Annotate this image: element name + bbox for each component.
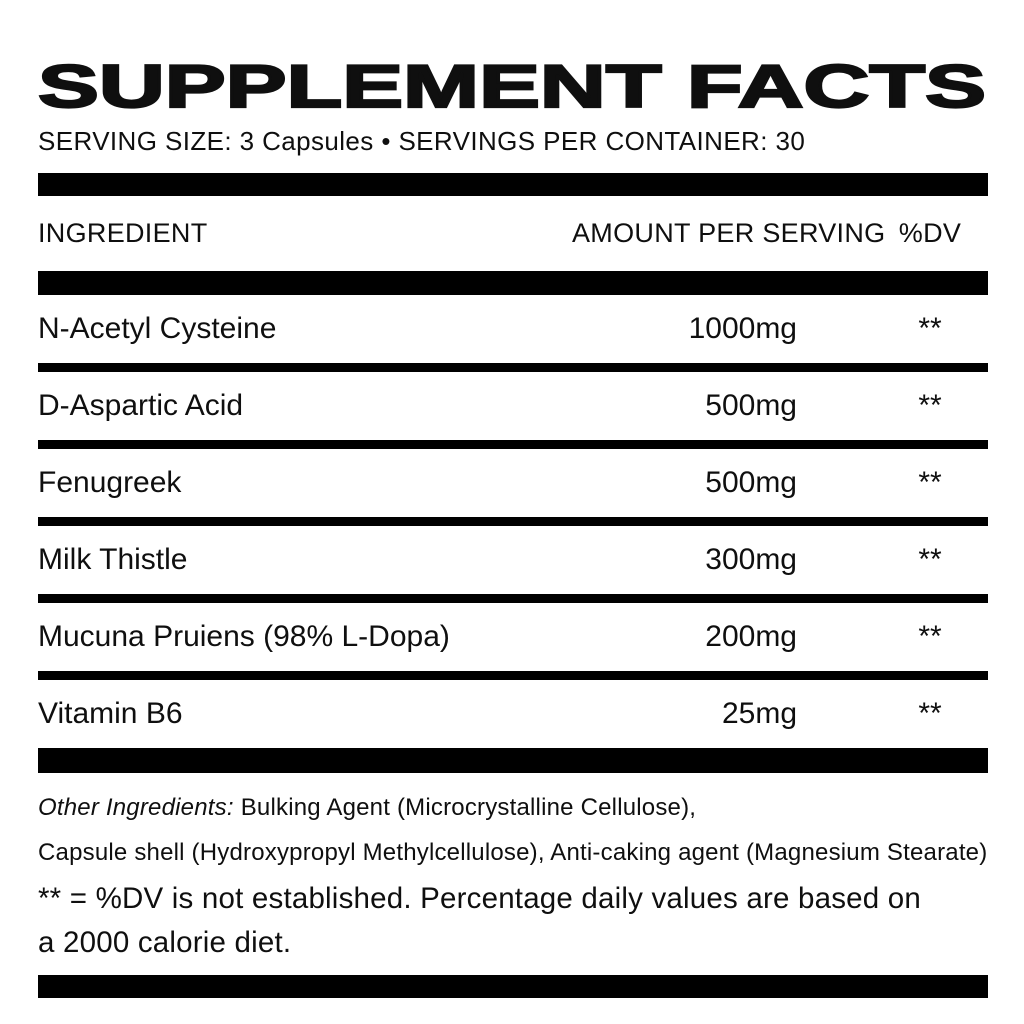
column-header-ingredient: INGREDIENT [38,218,208,248]
page-title: SUPPLEMENT FACTS [38,53,986,116]
dv-value: ** [918,312,942,345]
amount-value: 25mg [721,697,797,730]
other-ingredients-label: Other Ingredients: [38,794,234,821]
ingredient-name: Vitamin B6 [38,697,183,730]
table-header-row [38,196,988,271]
divider-bar [38,671,988,680]
divider-bar [38,594,988,603]
table-row [38,295,988,363]
other-ingredients [38,785,988,875]
amount-value: 500mg [705,466,797,499]
amount-value: 300mg [705,543,797,576]
page-title-wrap [38,0,988,116]
ingredient-name: D-Aspartic Acid [38,389,244,422]
divider-bar [38,517,988,526]
divider-bar-header [38,271,988,295]
column-header-amount: AMOUNT PER SERVING [572,218,886,248]
divider-bar [38,363,988,372]
table-row [38,680,988,748]
amount-value: 1000mg [688,312,797,345]
divider-bar-bottom [38,975,988,998]
dv-footnote-line2: a 2000 calorie diet. [38,926,292,959]
dv-value: ** [918,543,942,576]
divider-bar-top [38,173,988,196]
dv-value: ** [918,466,942,499]
dv-value: ** [918,697,942,730]
column-header-dv: %DV [898,218,962,248]
dv-footnote-line1: ** = %DV is not established. Percentage daily values are based on [38,882,921,915]
divider-bar [38,440,988,449]
dv-value: ** [918,389,942,422]
amount-value: 500mg [705,389,797,422]
ingredient-name: Mucuna Pruiens (98% L-Dopa) [38,620,450,653]
amount-value: 200mg [705,620,797,653]
ingredient-name: Milk Thistle [38,543,188,576]
table-row [38,526,988,594]
divider-bar-footer [38,748,988,773]
other-ingredients-line1 [38,785,988,830]
dv-value: ** [918,620,942,653]
dv-footnote [38,877,988,965]
table-row [38,372,988,440]
other-ingredients-line2: Capsule shell (Hydroxypropyl Methylcellulose), Anti-caking agent (Magnesium Stearate) [38,839,988,866]
other-ingredients-text1: Bulking Agent (Microcrystalline Cellulose), [240,794,697,821]
table-row [38,449,988,517]
title-graphic [38,52,988,116]
serving-info: SERVING SIZE: 3 Capsules • SERVINGS PER CONTAINER: 30 [38,126,806,156]
table-row [38,603,988,671]
ingredient-name: N-Acetyl Cysteine [38,312,277,345]
ingredient-name: Fenugreek [38,466,182,499]
